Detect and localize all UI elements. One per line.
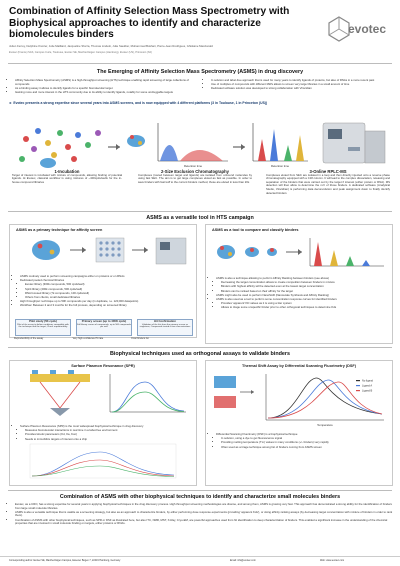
sub-bullet: • Decreasing the target concentration allows to create competition between binders in mixture (221, 281, 388, 285)
bullet: • ASMS is also used as a tool to perform some concentration response curves for identified binders (216, 298, 388, 302)
step-sec: 2-Size Exclusion Chromatography Complexes (routed between target and ligands) are isolated from unbound molecules by using fast SEC. The aim is to get large complexes eluted as fast as possible. In order to save binders with fast koff to the current binders method, those are eluted in less than 20s (138, 169, 252, 184)
screening-flow (15, 319, 191, 335)
poster-title: Combination of Affinity Selection Mass Spectrometry with Biophysical approaches to identify and characterize biomolecules binders (9, 6, 290, 40)
conclusion-bullets (9, 503, 393, 526)
bullet: • Use of multiplex of compounds with different MWs allows to screen very large libraries in a small amount of time (211, 83, 390, 87)
bullet: • Dedicated pooled chemical libraries (20, 279, 192, 283)
rplc-chromatogram-icon (253, 123, 308, 161)
divider (8, 490, 392, 491)
sub-bullet: • Others from clients, small dedicated libraries (25, 296, 192, 300)
spr-panel: Surface Plasmon Resonance (SPR) • Surface Plasmon Resonance (SPR) is the most widespread biophysical technique in drug discovery • Measures biomolecular interactions in real time in a label-free environment • Provides kinetic parameters (Kd, Ka, Kon) • Needs to immobilize targets of interest onto a chip (9, 360, 197, 486)
bullet: • High throughput: technique up to 50K compounds per day (in duplicate, i.e. 120,000 datapoints) (20, 300, 192, 304)
sub-bullet: • Provides 'apparent' KD values as it is using a titer system (221, 302, 388, 306)
sub-bullet: • Binders with highest affinity will be detected even at the lowest target concentration (221, 285, 388, 289)
sub-bullet: • Allows to triage some unspecific binder prior to other orthogonal techniques to determine Kds (221, 306, 388, 310)
bullet: • ASMS routinely used to perform screening campaigns either on proteins or on RNAs (20, 275, 192, 279)
molecule-mixture-icon (19, 128, 101, 168)
sub-bullet: • Providing melting temperature (Tm) values in many conditions (+/- binders) very rapidly (221, 441, 388, 445)
flow-hit-confirmation: Hit Confirmation Validation of the hits from the primary screen as singletons; Compounds tested at two concentrations (137, 319, 193, 336)
spr-illustration (10, 368, 196, 420)
sub-bullet: • Binders can be ranked based on their affinity for the target (221, 290, 388, 294)
dsf-panel: Thermal Shift Assay by Differential Scanning Fluorimetry (DSF) No ligand Ligand A Ligand B Temperature • Differential Scanning Fluorimetry (DSF) is a biophysical technique • In solution, using a dye to get fluorescence signal • Providing melting temperature (Tm) values in many conditions (+/- binders) very rapidly • Often used as a triage technique among list of binders coming from ASMS screen (205, 360, 393, 486)
bullet: • ASMS is also a technique allowing to perform Affinity Ranking between binders (see above) (216, 277, 388, 281)
section1-bullets-right (205, 79, 390, 92)
dsf-x-axis-label: Temperature (317, 423, 333, 427)
flow-primary-screen: Primary screen (up to 400K cpds) Full library screen of compounds, up to 500 compounds per well (76, 319, 132, 336)
sub-bullet: • In solution, using a dye to get fluorescence signal (221, 437, 388, 441)
legend-ligand-a: Ligand A (362, 384, 373, 388)
section1-bullets-left (9, 79, 194, 95)
bullet: • As a binding assay it allows to identify ligands for a specific biomolecular target (15, 87, 194, 91)
bullet: • Dedicated software solution was developed to strong collaboration with Virscidian (211, 87, 390, 91)
legend-no-ligand: No ligand (362, 379, 373, 383)
sub-bullet: • Spirit library (200k compounds, 500 cpds/well) (25, 288, 192, 292)
bullet: • Differential Scanning Fluorimetry (DSF) is a biophysical technique (216, 433, 388, 437)
bullet: • In solution and label-free approach that is used for many years to identify ligands of proteins, but also of RNAs in a more recent past (211, 79, 390, 83)
flow-footer: Reproducibility of the assay Very high confidence Hit rate Final binders list (14, 337, 149, 340)
sub-bullet: • Provides kinetic parameters (Kd, Ka, Kon) (25, 433, 192, 437)
primary-screen-illustration (10, 232, 196, 270)
section4-title: Combination of ASMS with other biophysical techniques to identify and characterize small molecules binders (59, 494, 341, 500)
affinity-ranking-illustration (206, 232, 392, 272)
expertise-highlight: ► Evotec presents a strong expertise since several years into ASMS screens, and is now equipped with 4 different platforms (3 in Toulouse, 1 in Princeton (US)) (9, 101, 268, 105)
section1-title: The Emerging of Affinity Selection Mass Spectrometry (ASMS) in drug discovery (96, 69, 304, 75)
flow-pilot-study: Pilot study (5K cpds) Pilot of the assay to define conditions compatible with the technique and the target; Check reproducibility (15, 319, 71, 336)
bullet: • Affinity Selection Mass Spectrometry (ASMS) is a high-throughput screening (HTS) technique enabling rapid screening of large collections of compounds (15, 79, 194, 86)
bullet: • Gaining more and more interest in the HTS community due to its ability to identify ligands, notably for some undruggable targets (15, 91, 194, 95)
spr-sensorgram-grid (10, 442, 196, 480)
primary-screen-panel: ASMS as a primary technique for affinity screen • ASMS routinely used to perform screening campaigns either on proteins or on RNAs • Dedicated pooled chemical libraries • Evotec library (300k compounds, 500 cpds/well) • Spirit library (200k compounds, 500 cpds/well) • RNA focused library (7k compounds, 100 cpds/well) • Others from clients, small dedicated libraries • High throughput: technique up to 50K compounds per day (in duplicate, i.e. 120,000 datapoints) • Workflow: Between 2 and 3 months for the full process, depending on screened library Pilot study (5K cpds) Pilot of the assay to define conditions compatible with the technique and the target; Check reproducibility Primary screen (up to 400K cpds) Full library screen of compounds, up to 500 compounds per well Hit Confirmation Validation of the hits from the primary screen as singletons; Compounds tested at two concentrations (9, 224, 197, 338)
authors: Julien Ferrey, Delphine Kretzer, Julie Mailliard, Jacqueline Sforza, Thomas Lindelö, Julie Sauldier, Mohammad Bokhari, Pierre-Jean Rodrigues, Ghislaine Macdonald (9, 44, 213, 48)
bullet: • ASMS is also a versatile technique that is usable as a screening strategy, but also as an approach to characterize binders, by either performing dose response experiments (providing 'apparent Kds'), or doing affinity ranking assays (by decreasing target concentration with mixture of binders in order to rank them). (15, 511, 393, 518)
divider (8, 347, 392, 348)
bullet: • Evotec, as a CRO, has a strong expertise for several years in applying biophysical techniques in the drug discovery process. High throughput screening methodologies are diverse, and among them, ASMS is growing very fast. This approach has demonstrated a strong ability for the identification of binders from large small molecule libraries. (15, 503, 393, 510)
sub-bullet: • Needs to immobilize targets of interest onto a chip (25, 438, 192, 442)
affiliation: Evotec (France) SAS, Campus Curie, Toulouse, Evotec SE, Manfred Eigen Campus (Hamburg), Evotec (US), Princeton (NJ) (9, 51, 152, 54)
sub-bullet: • RNA focused library (7k compounds, 100 cpds/well) (25, 292, 192, 296)
step-incubation: 1-Incubation Target of interest is incubated with mixture of compounds, allowing binding of potential ligands. At Evotec, classical workflow is using mixtures of ~400cpds/wells for the in-house compound libraries (12, 169, 122, 184)
retention-time-label-2: Retention time (270, 164, 290, 168)
binder-classification-panel: ASMS as a tool to compare and classify binders • ASMS is also a technique allowing to perform Affinity Ranking between binders (see above) • Decreasing the target concentration allows to create competition between binders in mixture • Binders with highest affinity will be detected even at the lowest target concentration • Binders can be ranked based on their affinity for the target • ASMS might also be used to perform NanoSAR (Nanoscale Synthesis and Affinity Ranking) • ASMS is also used as a tool to perform some concentration response curves for identified binders • Provides 'apparent' KD values as it is using a titer system • Allows to triage some unspecific binder prior to other orthogonal techniques to determine Kds (205, 224, 393, 344)
sub-bullet: • Evotec library (300k compounds, 500 cpds/well) (25, 283, 192, 287)
divider (8, 63, 392, 64)
evotec-logo-mark-icon (328, 16, 350, 42)
bullet: • Workflow: Between 2 and 3 months for the full process, depending on screened library (20, 304, 192, 308)
step-rplc-ms: 3-Online RPLC-MS Complexes eluted from SEC are isolated in a loop and then directly injected onto a reverse phase chromatography equipped with a C18 column. It will lead to the complex dissociation, releasing and separation of the binders that were carried out by the target if interest (either protein or RNA). MS detection will then allow to determine the m/z of those binders. A dedicated software (Analytical Studio, Virscidian) is performing data deconvolution and peak assignment down to finally identify detected binders (266, 169, 390, 195)
bullet: • ASMS might also be used to perform NanoSAR (Nanoscale Synthesis and Affinity Ranking) (216, 294, 388, 298)
divider (8, 211, 392, 212)
bullet: • Combination of ASMS with other biophysical techniques, such as SPR or DSF as illustrated here, but also ITC, NMR, MST, X-Ray, Cryo-EM, are powerful approaches used from hit identification to deep characterization of binders. This enabled a significant increase in the understanding of the chemical properties that are involved in small molecule binding on targets, either proteins or RNAs. (15, 519, 393, 526)
sub-bullet: • Measures biomolecular interactions in real time in a label-free environment (25, 429, 192, 433)
section3-title: Biophysical techniques used as orthogonal assays to validate binders (109, 351, 291, 357)
sec-chromatogram-icon (127, 123, 228, 161)
dsf-illustration (206, 368, 392, 428)
bullet: • Surface Plasmon Resonance (SPR) is the most widespread biophysical technique in drug discovery (20, 425, 192, 429)
mass-spectrometer-icon (323, 123, 385, 163)
footer: Corresponding author: Evotec SE, Manfred Eigen Campus, Essener Bogen 7, 22419 Hamburg, Germany Email: info@evotec.com Web: www.evotec.com (0, 556, 400, 566)
retention-time-label-1: Retention time (183, 164, 203, 168)
section2-title: ASMS as a versatile tool in HTS campaign (146, 215, 254, 221)
evotec-logo: evotec (328, 16, 392, 46)
legend-ligand-b: Ligand B (362, 389, 373, 393)
sub-bullet: • Often used as a triage technique among list of binders coming from ASMS screen (221, 446, 388, 450)
